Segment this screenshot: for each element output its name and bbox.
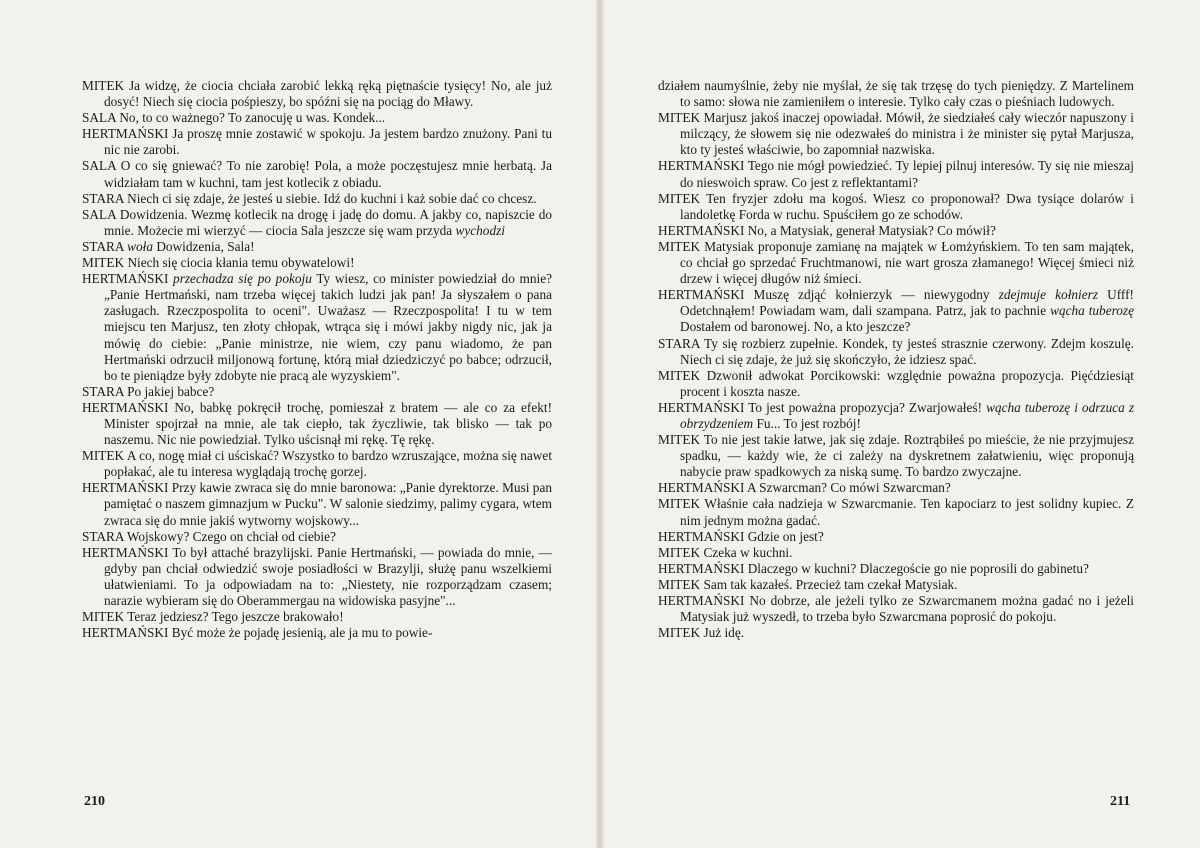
- dialogue-line: [658, 110, 1134, 158]
- dialogue-text: No, to co ważnego? To zanocuję u was. Kondek...: [119, 110, 386, 126]
- dialogue-line: [82, 480, 552, 528]
- speaker-name: HERTMAŃSKI: [658, 287, 745, 303]
- dialogue-text: Marjusz jakoś inaczej opowiadał. Mówił, że siedziałeś cały wieczór napuszony i milczący, że słowem się nie odezwałeś do ministra i że minister się pytał Marjusza, kto ty jesteś właściwie, bo zapomniał nazwiska.: [680, 110, 1134, 158]
- dialogue-text: Dostałem od baronowej. No, a kto jeszcze?: [680, 319, 911, 335]
- left-page-text: [82, 78, 552, 641]
- dialogue-line: [658, 480, 1134, 496]
- dialogue-line: [82, 271, 552, 384]
- speaker-name: HERTMAŃSKI: [658, 222, 745, 238]
- speaker-name: HERTMAŃSKI: [658, 593, 745, 608]
- dialogue-line: [82, 126, 552, 158]
- dialogue-text: O co się gniewać? To nie zarobię! Pola, a może poczęstujesz mnie herbatą. Ja widziałam tam w kuchni, tam jest kotlecik z obiadu.: [104, 158, 553, 190]
- dialogue-text: Czeka w kuchni.: [703, 544, 793, 560]
- speaker-name: MITEK: [658, 110, 701, 126]
- dialogue-text: To był attaché brazylijski. Panie Hertmański, — powiada do mnie, — gdyby pan chciał odwiedzić swoje posiadłości w Brazylji, służę panu wszelkiemi ułatwieniami. To ja odpowiadam na to: „Niestety, nie rozporządzam czasem; narazie wybieram się do Oberammergau na widowiska pasyjne"...: [104, 544, 552, 608]
- dialogue-text: A Szwarcman? Co mówi Szwarcman?: [746, 480, 951, 496]
- dialogue-line: [658, 625, 1134, 641]
- dialogue-text: Tego nie mógł powiedzieć. Ty lepiej pilnuj interesów. Ty się nie mieszaj do nieswoich spraw. Co jest z reflektantami?: [680, 158, 1135, 190]
- stage-direction: zdejmuje kołnierz: [998, 287, 1098, 303]
- dialogue-line: [658, 287, 1134, 335]
- dialogue-line: [658, 191, 1134, 223]
- dialogue-line: [82, 609, 552, 625]
- speaker-name: MITEK: [658, 238, 701, 254]
- speaker-name: MITEK: [82, 78, 125, 93]
- dialogue-text: Teraz jedziesz? Tego jeszcze brakowało!: [127, 609, 344, 625]
- speaker-name: STARA: [82, 383, 124, 399]
- dialogue-text: No, babkę pokręcił trochę, pomieszał z bratem — ale co za efekt! Minister spojrzał na mnie, ale tak ciepło, tak życzliwie, tak blisko — tak po naszemu. Nic nie powiedział. Tylko uścisnął mi rękę. Tę rękę.: [104, 399, 552, 448]
- speaker-name: HERTMAŃSKI: [82, 625, 169, 641]
- dialogue-line: [82, 158, 552, 190]
- dialogue-text: Muszę zdjąć kołnierzyk — niewygodny: [753, 287, 990, 303]
- dialogue-text: Dlaczego w kuchni? Dlaczegoście go nie poprosili do gabinetu?: [747, 560, 1089, 576]
- dialogue-text: To nie jest takie łatwe, jak się zdaje. Roztrąbiłeś po mieście, że nie przyjmujesz spadku, — każdy wie, że ci zależy na dyskretnem załatwieniu, więc proponują nabycie praw spadkowych za niską sumę. To bardzo zwyczajne.: [680, 432, 1134, 480]
- stage-direction: wącha tuberozę i odrzuca z obrzydzeniem: [680, 399, 1134, 431]
- dialogue-text: Dzwonił adwokat Porcikowski: względnie poważna propozycja. Pięćdziesiąt procent i koszta nasze.: [680, 367, 1135, 399]
- dialogue-text: Matysiak proponuje zamianę na majątek w Łomżyńskiem. To ten sam majątek, co chciał go sprzedać Fruchtmanowi, nie wart grosza złamanego! Więcej śmieci niż drzew i więcej długów niż śmieci.: [680, 238, 1134, 287]
- dialogue-text: Ty wiesz, co minister powiedział do mnie? „Panie Hertmański, nam trzeba więcej takich ludzi jak pan! Ja słyszałem o pana zasługach. Rzeczpospolita to oceni". Uważasz — Rzeczpospolita! I tu w tem miejscu ten Marjusz, ten złoty chłopak, wtrąca się i mówi jakby nigdy nic, jak ja mówię do ciebie: „Panie ministrze, nie wiem, czy panu wiadomo, że pan Hertmański odrzucił miljonową fortunę, którą miał dziedziczyć po babce; odrzucił, bo te pieniądze były zdobyte nie pracą ale wyzyskiem".: [104, 271, 552, 383]
- dialogue-line: [82, 207, 552, 239]
- dialogue-text: Właśnie cała nadzieja w Szwarcmanie. Ten kapociarz to jest solidny kupiec. Z nim jednym można gadać.: [680, 496, 1135, 528]
- dialogue-line: [658, 400, 1134, 432]
- dialogue-line: [658, 529, 1134, 545]
- dialogue-line: [82, 239, 552, 255]
- dialogue-text: To jest poważna propozycja? Zwarjowałeś!: [748, 399, 983, 415]
- dialogue-line: [82, 400, 552, 448]
- speaker-name: SALA: [82, 110, 116, 126]
- dialogue-line: [82, 78, 552, 110]
- dialogue-text: Gdzie on jest?: [747, 528, 824, 544]
- dialogue-text: A co, nogę miał ci uściskać? Wszystko to bardzo wzruszające, można się nawet popłakać, ale tu interesa wyglądają trochę gorzej.: [104, 448, 553, 480]
- speaker-name: MITEK: [82, 255, 125, 271]
- speaker-name: HERTMAŃSKI: [658, 158, 745, 174]
- dialogue-line: [82, 110, 552, 126]
- speaker-name: SALA: [82, 206, 116, 222]
- stage-direction: wącha tuberozę: [1050, 303, 1135, 319]
- dialogue-text: No, a Matysiak, generał Matysiak? Co mówił?: [747, 222, 996, 238]
- dialogue-text: Przy kawie zwraca się do mnie baronowa: „Panie dyrektorze. Musi pan pamiętać o naszem gimnazjum w Pucku". W salonie siedzimy, palimy cygara, wtem zwraca się do mnie jakiś wytworny wojskowy...: [104, 480, 552, 528]
- stage-direction: wychodzi: [455, 222, 505, 238]
- speaker-name: MITEK: [658, 625, 701, 641]
- speaker-name: MITEK: [658, 367, 701, 383]
- dialogue-line: [82, 545, 552, 609]
- dialogue-line: [658, 336, 1134, 368]
- dialogue-text: Wojskowy? Czego on chciał od ciebie?: [126, 528, 336, 544]
- dialogue-text: Niech się ciocia kłania temu obywatelowi!: [127, 255, 355, 271]
- speaker-name: STARA: [82, 528, 124, 544]
- dialogue-text: Ty się rozbierz zupełnie. Kondek, ty jesteś strasznie czerwony. Zdejm koszulę. Niech ci się zdaje, że już się skończyło, że idziesz spać.: [680, 335, 1134, 367]
- speaker-name: HERTMAŃSKI: [82, 399, 169, 415]
- speaker-name: HERTMAŃSKI: [82, 480, 169, 496]
- speaker-name: HERTMAŃSKI: [82, 126, 169, 142]
- speaker-name: HERTMAŃSKI: [658, 480, 745, 496]
- dialogue-text: Być może że pojadę jesienią, ale ja mu to powie-: [171, 625, 433, 641]
- speaker-name: STARA: [82, 190, 124, 206]
- speaker-name: STARA: [82, 238, 124, 254]
- dialogue-text: Ufff! Odetchnąłem! Powiadam wam, dali szampana. Patrz, jak to pachnie: [680, 287, 1134, 319]
- dialogue-text: Ja widzę, że ciocia chciała zarobić lekką ręką piętnaście tysięcy! No, ale już dosyć! Niech się ciocia pośpieszy, bo spóźni się na pociąg do Mławy.: [104, 78, 552, 110]
- dialogue-line: [82, 255, 552, 271]
- dialogue-text: Ten fryzjer zdołu ma kogoś. Wiesz co proponował? Dwa tysiące dolarów i landoletkę Forda w ruchu. Spuściłem go ze schodów.: [680, 190, 1134, 222]
- dialogue-line: [658, 496, 1134, 528]
- left-page: [0, 0, 598, 848]
- speaker-name: MITEK: [658, 576, 701, 592]
- dialogue-line: [82, 448, 552, 480]
- dialogue-text: Już idę.: [703, 625, 745, 641]
- dialogue-text: Fu... To jest rozbój!: [756, 415, 861, 431]
- dialogue-line: [658, 158, 1134, 190]
- speaker-name: SALA: [82, 158, 116, 174]
- dialogue-text: Po jakiej babce?: [127, 383, 215, 399]
- speaker-name: HERTMAŃSKI: [82, 544, 169, 560]
- dialogue-line: [658, 432, 1134, 480]
- dialogue-line: [82, 625, 552, 641]
- speaker-name: HERTMAŃSKI: [658, 399, 745, 415]
- speaker-name: HERTMAŃSKI: [82, 271, 169, 287]
- speaker-name: MITEK: [658, 432, 701, 448]
- dialogue-line: [658, 593, 1134, 625]
- dialogue-line: [658, 78, 1134, 110]
- dialogue-line: [658, 577, 1134, 593]
- speaker-name: MITEK: [658, 190, 701, 206]
- dialogue-line: [82, 384, 552, 400]
- dialogue-line: [658, 239, 1134, 287]
- dialogue-line: [82, 191, 552, 207]
- page-number: 211: [1110, 794, 1131, 809]
- dialogue-text: No dobrze, ale jeżeli tylko ze Szwarcmanem można gadać no i jeżeli Matysiak już wyszedł, to trzeba było Szwarcmana poprosić do pokoju.: [680, 593, 1134, 625]
- dialogue-line: [82, 529, 552, 545]
- speaker-name: HERTMAŃSKI: [658, 528, 745, 544]
- speaker-name: STARA: [658, 335, 700, 351]
- dialogue-text: działem naumyślnie, żeby nie myślał, że się tak trzęsę do tych pieniędzy. Z Martelinem to samo: słowa nie zamieniłem o interesie. Tylko cały czas o pieśniach ludowych.: [658, 78, 1134, 110]
- speaker-name: HERTMAŃSKI: [658, 560, 745, 576]
- right-page-text: [658, 78, 1134, 641]
- dialogue-text: Sam tak kazałeś. Przecież tam czekał Matysiak.: [703, 576, 958, 592]
- dialogue-line: [658, 561, 1134, 577]
- dialogue-text: Dowidzenia, Sala!: [156, 238, 255, 254]
- dialogue-line: [658, 545, 1134, 561]
- dialogue-text: Ja proszę mnie zostawić w spokoju. Ja jestem bardzo znużony. Pani tu nic nie zarobi.: [104, 126, 552, 158]
- speaker-name: MITEK: [658, 496, 701, 512]
- right-page: [602, 0, 1200, 848]
- stage-direction: woła: [127, 238, 153, 254]
- speaker-name: MITEK: [82, 448, 125, 464]
- dialogue-text: Dowidzenia. Wezmę kotlecik na drogę i jadę do domu. A jakby co, napiszcie do mnie. Możecie mi wierzyć — ciocia Sala jeszcze się wam przyda: [104, 206, 552, 238]
- speaker-name: MITEK: [82, 609, 125, 625]
- stage-direction: przechadza się po pokoju: [173, 271, 312, 287]
- dialogue-line: [658, 368, 1134, 400]
- page-number: 210: [84, 794, 105, 809]
- dialogue-line: [658, 223, 1134, 239]
- speaker-name: MITEK: [658, 544, 701, 560]
- dialogue-text: Niech ci się zdaje, że jesteś u siebie. Idź do kuchni i każ sobie dać co chcesz.: [127, 190, 537, 206]
